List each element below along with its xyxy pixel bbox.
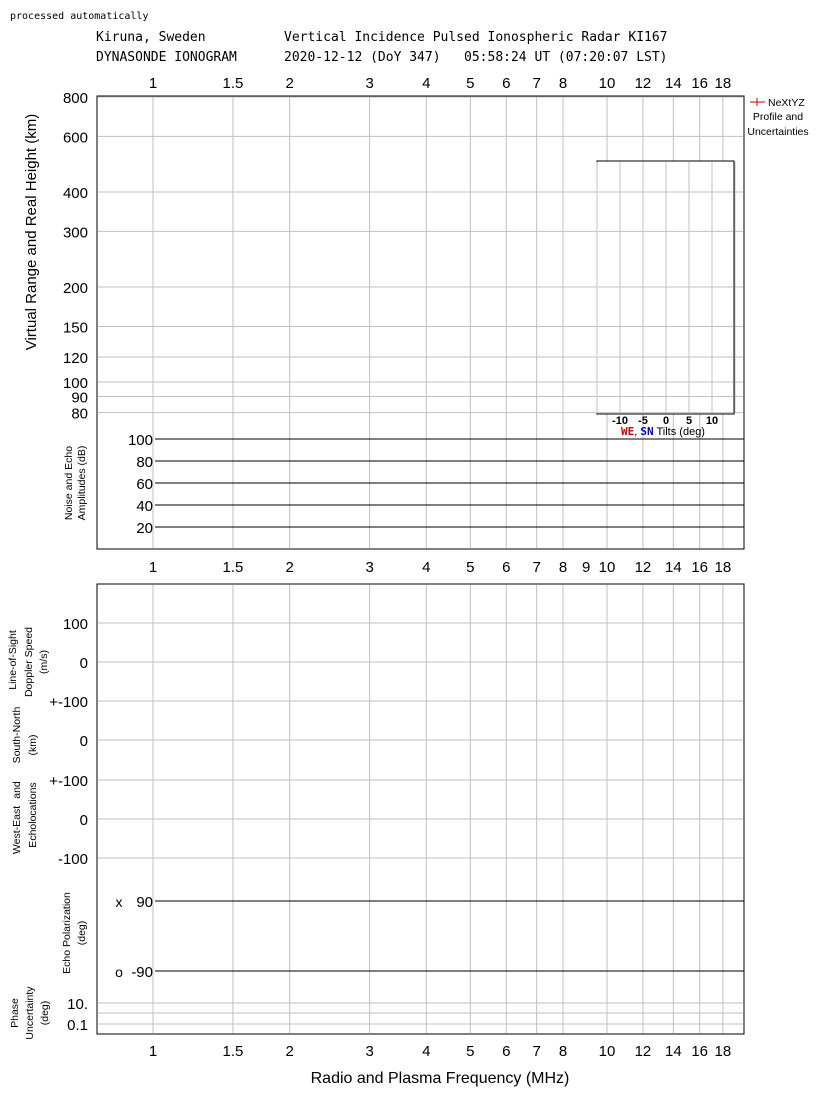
- we-location-tick-label: 0: [79, 812, 88, 829]
- mid-freq-tick-label: 16: [691, 559, 709, 576]
- mid-freq-tick-label: 7: [532, 559, 541, 576]
- bottom-freq-tick-label: 16: [691, 1043, 709, 1060]
- mid-freq-tick-label: 14: [664, 559, 682, 576]
- top-freq-tick-label: 12: [634, 75, 652, 92]
- mid-freq-tick-label: 5: [466, 559, 475, 576]
- top-freq-tick-label: 1: [148, 75, 158, 92]
- bottom-freq-tick-label: 8: [558, 1043, 568, 1060]
- polarization-tick-label: -90: [131, 964, 153, 981]
- top-freq-tick-label: 10: [598, 75, 616, 92]
- height-tick-label: 80: [71, 405, 88, 423]
- mid-freq-tick-label: 18: [714, 559, 732, 576]
- tilt-tick-label: -10: [612, 415, 628, 427]
- bottom-freq-tick-label: 12: [634, 1043, 652, 1060]
- sn-location-tick-label: 0: [79, 733, 88, 750]
- mid-freq-tick-label: 1: [148, 559, 158, 576]
- bottom-freq-tick-label: 18: [714, 1043, 732, 1060]
- station-name: Kiruna, Sweden: [96, 30, 206, 45]
- mid-freq-tick-label: 6: [502, 559, 511, 576]
- panel-reference-lines: [155, 439, 744, 971]
- top-freq-tick-label: 3: [365, 75, 374, 92]
- bottom-freq-tick-label: 6: [502, 1043, 511, 1060]
- height-tick-label: 120: [62, 350, 88, 368]
- height-tick-label: 90: [71, 389, 88, 407]
- echolocations-y-label: Echolocations: [27, 782, 39, 848]
- tilt-sn-label: SN: [640, 425, 654, 438]
- top-freq-tick-label: 4: [422, 75, 431, 92]
- top-freq-tick-label: 8: [558, 75, 568, 92]
- amplitude-y-label-2: Amplitudes (dB): [76, 445, 88, 521]
- mid-freq-tick-label: 3: [365, 559, 374, 576]
- polarization-x-marker: x: [115, 894, 123, 910]
- doppler-tick-label: 100: [62, 616, 88, 633]
- amplitude-y-label-1: Noise and Echo: [63, 445, 75, 521]
- polarization-tick-label: 90: [136, 894, 153, 911]
- doppler-y-label-1: Line-of-Sight: [7, 630, 19, 690]
- height-tick-label: 300: [62, 224, 88, 242]
- height-tick-label: 800: [62, 90, 88, 107]
- height-y-axis-label: Virtual Range and Real Height (km): [23, 113, 40, 351]
- polarization-y-label-2: (deg): [76, 920, 88, 946]
- mid-freq-tick-label: 10: [598, 559, 616, 576]
- phase-y-label-3: (deg): [39, 1000, 51, 1026]
- top-freq-tick-label: 18: [714, 75, 732, 92]
- top-freq-tick-label: 1.5: [222, 75, 244, 92]
- phase-y-label-2: Uncertainty: [24, 986, 36, 1040]
- doppler-y-label-3: (m/s): [38, 650, 50, 674]
- mid-freq-tick-label: 9: [582, 559, 591, 576]
- mid-freq-tick-label: 2: [285, 559, 294, 576]
- bottom-freq-tick-label: 7: [532, 1043, 541, 1060]
- polarization-o-marker: o: [115, 964, 123, 980]
- amplitude-tick-label: 80: [136, 454, 153, 471]
- bottom-freq-tick-label: 1.5: [222, 1043, 244, 1060]
- x-axis-label: Radio and Plasma Frequency (MHz): [310, 1070, 570, 1087]
- doppler-tick-label: 0: [79, 655, 88, 672]
- mid-freq-tick-label: 4: [422, 559, 431, 576]
- doppler-tick-label: +-100: [49, 694, 88, 711]
- tilt-we-label: WE: [621, 425, 635, 438]
- mid-freq-tick-label: 1.5: [222, 559, 244, 576]
- bottom-freq-tick-label: 5: [466, 1043, 475, 1060]
- phase-y-label-1: Phase: [9, 998, 21, 1028]
- phase-tick-label: 10.: [67, 996, 88, 1013]
- tilt-units-label: Tilts (deg): [653, 426, 705, 438]
- km-y-label: (km): [27, 734, 39, 756]
- phase-tick-label: 0.1: [67, 1017, 88, 1034]
- tilt-tick-label: 0: [662, 415, 670, 427]
- observation-datetime: 2020-12-12 (DoY 347) 05:58:24 UT (07:20:07 LST): [284, 50, 668, 65]
- tilt-tick-label: 10: [705, 415, 719, 427]
- tilt-tick-label: -5: [638, 415, 648, 427]
- tilt-axis-label: [621, 425, 705, 438]
- height-tick-label: 600: [62, 129, 88, 147]
- amplitude-tick-label: 60: [136, 476, 153, 493]
- we-y-label: West-East: [11, 805, 23, 855]
- bottom-freq-tick-label: 14: [664, 1043, 682, 1060]
- mid-freq-tick-label: 8: [558, 559, 568, 576]
- top-freq-tick-label: 2: [285, 75, 294, 92]
- bottom-freq-tick-label: 3: [365, 1043, 374, 1060]
- height-tick-label: 400: [62, 185, 88, 203]
- polarization-y-label-1: Echo Polarization: [61, 892, 73, 974]
- legend-label-1: NeXtYZ: [768, 97, 805, 109]
- amplitude-tick-label: 100: [127, 432, 153, 449]
- top-freq-tick-label: 7: [532, 75, 541, 92]
- bottom-freq-tick-label: 4: [422, 1043, 431, 1060]
- legend-label-2: Profile and: [752, 111, 804, 123]
- height-tick-label: 150: [62, 319, 88, 337]
- doppler-y-label-2: Doppler Speed: [23, 626, 35, 698]
- amplitude-tick-label: 20: [136, 520, 153, 537]
- we-location-tick-label: -100: [57, 851, 88, 868]
- processed-note: processed automatically: [10, 11, 149, 22]
- bottom-freq-tick-label: 10: [598, 1043, 616, 1060]
- top-freq-tick-label: 6: [502, 75, 511, 92]
- top-freq-tick-label: 14: [664, 75, 682, 92]
- tilt-tick-label: 5: [685, 415, 693, 427]
- bottom-freq-tick-label: 2: [285, 1043, 294, 1060]
- mid-freq-tick-label: 12: [634, 559, 652, 576]
- top-freq-tick-label: 16: [691, 75, 709, 92]
- sn-y-label: South-North: [11, 706, 23, 764]
- height-tick-label: 100: [62, 375, 88, 393]
- sn-location-tick-label: +-100: [49, 773, 88, 790]
- instrument-name: Vertical Incidence Pulsed Ionospheric Radar KI167: [284, 30, 668, 45]
- product-name: DYNASONDE IONOGRAM: [96, 50, 237, 65]
- bottom-freq-tick-label: 1: [148, 1043, 158, 1060]
- and-y-label: and: [11, 781, 23, 799]
- top-freq-tick-label: 5: [466, 75, 475, 92]
- amplitude-tick-label: 40: [136, 498, 153, 515]
- lower-panel-frame: [97, 584, 744, 1034]
- legend-label-3: Uncertainties: [747, 126, 809, 138]
- height-tick-label: 200: [62, 280, 88, 298]
- tilt-separator: ,: [634, 426, 641, 438]
